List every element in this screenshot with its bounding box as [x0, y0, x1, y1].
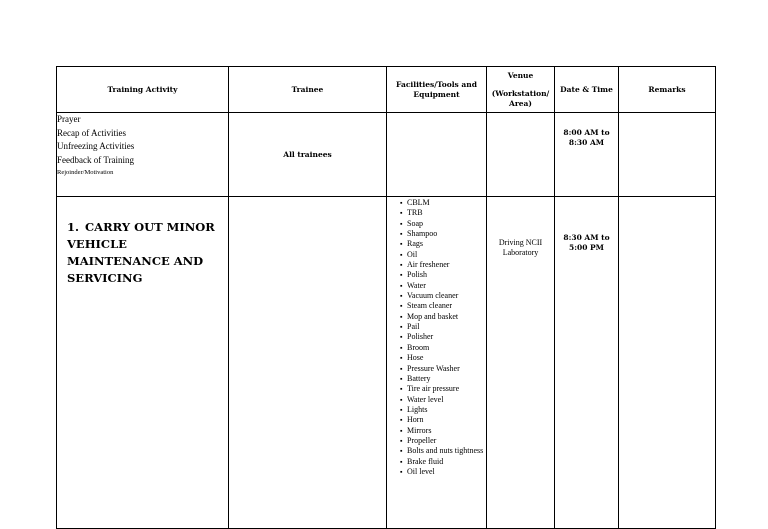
tool-item: ▪ Lights — [401, 405, 486, 415]
header-training-activity: Training Activity — [57, 67, 229, 113]
tool-item: ▪ Oil level — [401, 467, 486, 477]
facilities-cell — [387, 113, 487, 197]
activity-item: Unfreezing Activities — [57, 141, 135, 151]
trainee-cell — [229, 197, 387, 529]
activity-item: Feedback of Training — [57, 154, 134, 165]
tool-item: ▪ Broom — [401, 343, 486, 353]
remarks-cell — [619, 197, 716, 529]
tool-item: ▪ Rags — [401, 239, 486, 249]
venue-cell — [487, 113, 555, 197]
tool-item: ▪ Shampoo — [401, 229, 486, 239]
time-value: 8:00 AM to 8:30 AM — [563, 128, 610, 147]
tool-item: ▪ Mop and basket — [401, 312, 486, 322]
tools-list — [387, 197, 486, 477]
trainee-cell: All trainees — [229, 113, 387, 197]
tool-item: ▪ TRB — [401, 208, 486, 218]
tool-item: ▪ Mirrors — [401, 426, 486, 436]
task-title: CARRY OUT MINOR VEHICLE MAINTENANCE AND — [67, 220, 215, 268]
tool-item: ▪ Steam cleaner — [401, 301, 486, 311]
header-remarks: Remarks — [619, 67, 716, 113]
date-time-cell — [555, 197, 619, 529]
tool-item: ▪ Water — [401, 281, 486, 291]
tool-item: ▪ Hose — [401, 353, 486, 363]
task-cell — [57, 197, 229, 529]
time-value: 8:30 AM to 5:00 PM — [563, 233, 610, 252]
tool-item: ▪ Tire air pressure — [401, 384, 486, 394]
header-venue-subtitle: (Workstation/ Area) — [491, 88, 550, 108]
tool-item: ▪ Polish — [401, 270, 486, 280]
activity-item: Recap of Activities — [57, 127, 126, 138]
tool-item: ▪ Pressure Washer — [401, 364, 486, 374]
header-date-time: Date & Time — [555, 67, 619, 113]
header-trainee: Trainee — [229, 67, 387, 113]
tool-item: ▪ Horn — [401, 415, 486, 425]
header-venue-title: Venue — [507, 70, 534, 80]
table-row — [57, 113, 716, 197]
remarks-cell — [619, 113, 716, 197]
table-row — [57, 197, 716, 529]
tool-item: ▪ Brake fluid — [401, 457, 486, 467]
date-time-cell — [555, 113, 619, 197]
tool-item: ▪ CBLM — [401, 198, 486, 208]
tool-item: ▪ Air freshener — [401, 260, 486, 270]
tool-item: ▪ Bolts and nuts tightness — [401, 446, 486, 456]
task-title-last: SERVICING — [67, 271, 143, 285]
header-row — [57, 67, 716, 113]
tool-item: ▪ Pail — [401, 322, 486, 332]
tool-item: ▪ Oil — [401, 250, 486, 260]
facilities-cell — [387, 197, 487, 529]
task-number: 1. — [67, 220, 80, 234]
activity-item-small: Rejoinder/Motivation — [57, 169, 114, 176]
tool-item: ▪ Soap — [401, 219, 486, 229]
tool-item: ▪ Vacuum cleaner — [401, 291, 486, 301]
tool-item: ▪ Polisher — [401, 332, 486, 342]
header-venue — [487, 67, 555, 113]
tool-item: ▪ Water level — [401, 395, 486, 405]
header-facilities: Facilities/Tools and Equipment — [387, 67, 487, 113]
training-schedule-table — [56, 66, 716, 529]
tool-item: ▪ Propeller — [401, 436, 486, 446]
venue-cell: Driving NCII Laboratory — [487, 197, 555, 529]
tool-item: ▪ Battery — [401, 374, 486, 384]
activities-cell — [57, 113, 229, 197]
activity-item: Prayer — [57, 114, 81, 124]
